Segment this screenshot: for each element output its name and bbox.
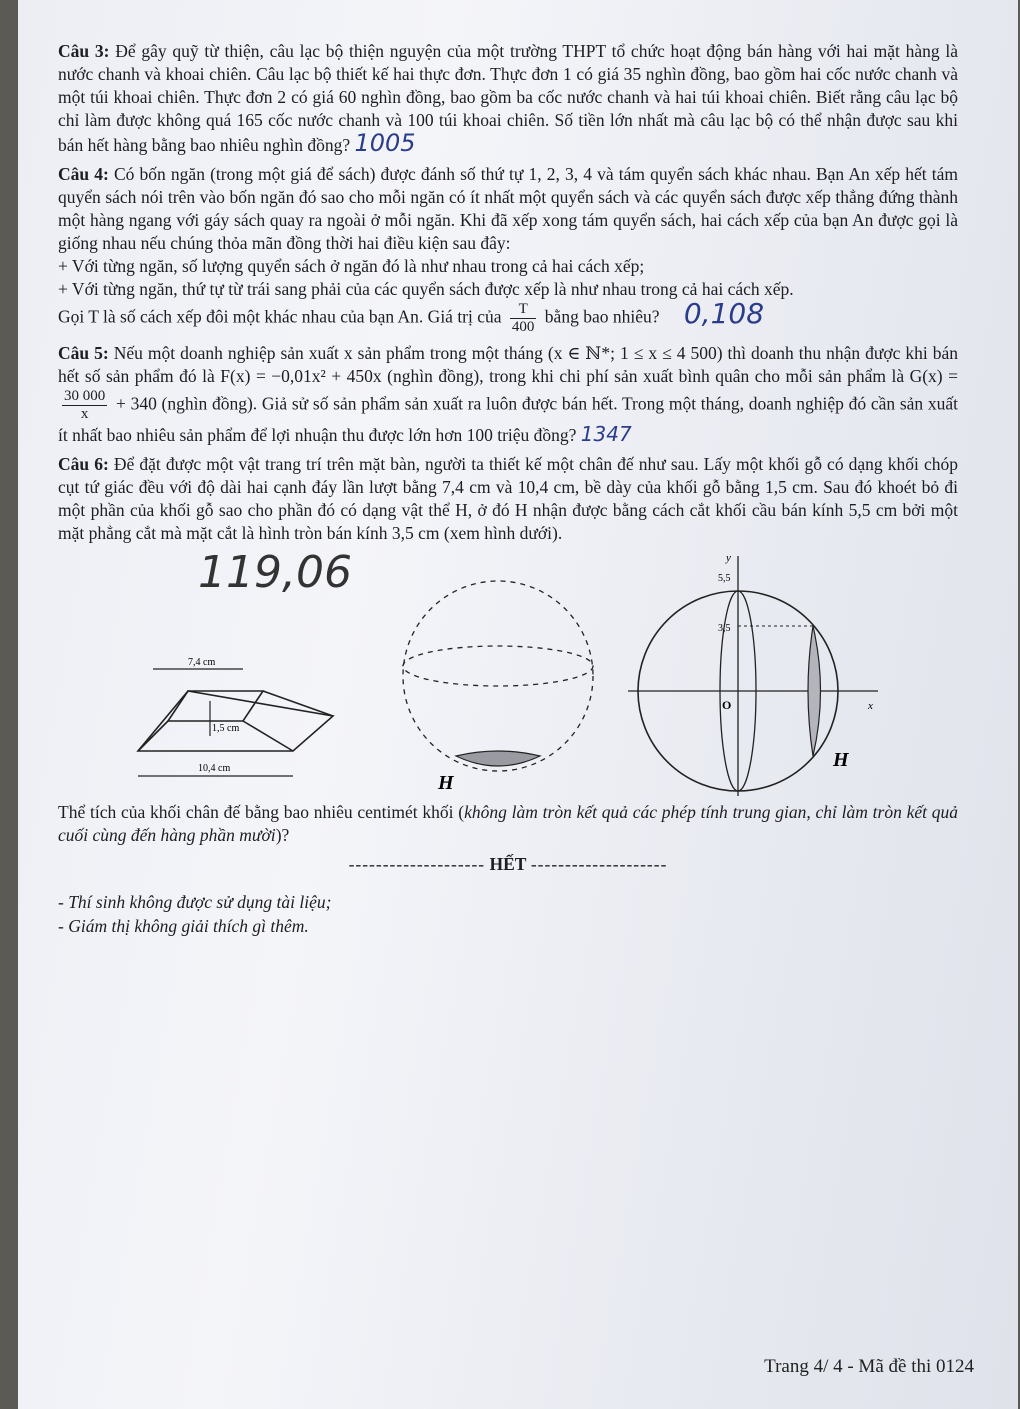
end-label: HẾT [489,854,527,874]
q6-ask-italic: không làm tròn kết quả các phép tính trung gian, chỉ làm tròn kết quả cuối cùng đến hàng phần mười [58,802,958,845]
q4-condition-1: + Với từng ngăn, số lượng quyển sách ở ngăn đó là như nhau trong cả hai cách xếp; [58,256,645,276]
cap-h-label: H [438,772,454,794]
cap-region [808,626,821,756]
note-1: - Thí sinh không được sử dụng tài liệu; [58,892,332,912]
q3-text: Để gây quỹ từ thiện, câu lạc bộ thiện nguyện của một trường THPT tổ chức hoạt động bán hàng với hai mặt hàng là nước chanh và khoai chiên. Câu lạc bộ thiết kế hai thực đơn. Thực đơn 1 có giá 35 nghìn đồng, bao gồm hai cốc nước chanh và một túi khoai chiên. Thực đơn 2 có giá 60 nghìn đồng, bao gồm ba cốc nước chanh và hai túi khoai chiên. Biết rằng câu lạc bộ chỉ làm được không quá 165 cốc nước chanh và 100 túi khoai chiên. Số tiền lớn nhất mà câu lạc bộ có thể nhận được sau khi bán hết hàng bằng bao nhiêu nghìn đồng? [58,41,958,155]
coordinate-figure [618,551,898,801]
frustum-figure [128,651,348,791]
q3-label: Câu 3: [58,41,110,61]
origin-label: O [722,698,732,712]
q4-text: Có bốn ngăn (trong một giá để sách) được đánh số thứ tự 1, 2, 3, 4 và tám quyển sách khác nhau. Bạn An xếp hết tám quyển sách nói trên vào bốn ngăn đó sao cho mỗi ngăn có ít nhất một quyển sách và các quyển sách được xếp thẳng đứng thành một hàng ngang với gáy sách quay ra ngoài ở mỗi ngăn. Khi đã xếp xong tám quyển sách, hai cách xếp của bạn An được gọi là giống nhau nếu chúng thỏa mãn đồng thời hai điều kiện sau đây: [58,164,959,253]
question-6 [58,453,958,545]
q4-fraction [510,301,537,336]
notes [58,890,958,938]
question-4 [58,163,958,336]
q4-handwritten-answer: 0,108 [683,296,765,330]
q4-condition-2: + Với từng ngăn, thứ tự từ trái sang phải của các quyển sách được xếp là như nhau trong cả hai cách xếp. [58,279,794,299]
tick-35: 3,5 [718,623,731,634]
q4-frac-den: 400 [511,319,535,335]
note-2: - Giám thị không giải thích gì thêm. [58,916,309,936]
y-axis-label: y [726,552,731,564]
dim-height-label: 1,5 cm [212,723,240,734]
question-5 [58,342,958,447]
q4-ask-post: bằng bao nhiêu? [544,306,660,327]
q6-figures [58,547,958,801]
q6-handwritten-answer: 119,06 [198,547,352,598]
q6-text: Để đặt được một vật trang trí trên mặt bàn, người ta thiết kế một chân đế như sau. Lấy một khối gỗ có dạng khối chóp cụt tứ giác đều với độ dài hai cạnh đáy lần lượt bằng 7,4 cm và 10,4 cm, bề dày của khối gỗ bằng 1,5 cm. Sau đó khoét bỏ đi một phần của khối gỗ sao cho phần đó có dạng vật thể H, ở đó H nhận được bằng cách cắt khối cầu bán kính 5,5 cm bởi một mặt phẳng cắt mà mặt cắt là hình tròn bán kính 3,5 cm (xem hình dưới). [58,454,958,543]
q4-ask: Gọi T là số cách xếp đôi một khác nhau của bạn An. Giá trị của [58,306,502,327]
q5-handwritten-answer: 1347 [580,422,632,446]
q5-fraction [62,388,107,423]
q5-label: Câu 5: [58,343,109,363]
q3-handwritten-answer: 1005 [354,129,416,157]
q5-frac-num: 30 000 [64,388,106,404]
q6-ask [58,801,958,847]
cap-h [456,751,540,766]
dim-top-label: 7,4 cm [188,657,216,668]
q6-label: Câu 6: [58,454,109,474]
page-content [58,40,958,938]
q5-frac-den: x [80,406,89,422]
sphere-figure [398,571,608,801]
exam-page [18,0,1018,1409]
q4-frac-num: T [510,301,537,319]
q6-ask-pre: Thể tích của khối chân đế bằng bao nhiêu centimét khối ( [58,802,465,822]
q5-text-1: Nếu một doanh nghiệp sản xuất x sản phẩm trong một tháng (x ∈ ℕ*; 1 ≤ x ≤ 4 500) thì doanh thu nhận được khi bán hết số sản phẩm đó là F(x) = −0,01x² + 450x (nghìn đồng), trong khi chi phí sản xuất bình quân cho mỗi sản phẩm là G(x) = [58,343,959,386]
coord-h-label: H [833,749,849,771]
tick-55: 5,5 [718,573,731,584]
page-footer: Trang 4/ 4 - Mã đề thi 0124 [764,1356,974,1377]
dim-bottom-label: 10,4 cm [198,763,231,774]
q6-ask-post: )? [275,825,290,845]
question-3 [58,40,958,157]
q5-text-2: + 340 (nghìn đồng). Giả sử số sản phẩm sản xuất ra luôn được bán hết. Trong một tháng, doanh nghiệp đó cần sản xuất ít nhất bao nhiêu sản phẩm để lợi nhuận thu được lớn hơn 100 triệu đồng? [58,393,959,445]
x-axis-label: x [868,700,873,712]
sphere-outline [403,581,593,771]
end-marker: -------------------- HẾT -------------------- [348,854,668,874]
q4-label: Câu 4: [58,164,109,184]
sphere-equator [403,646,593,686]
